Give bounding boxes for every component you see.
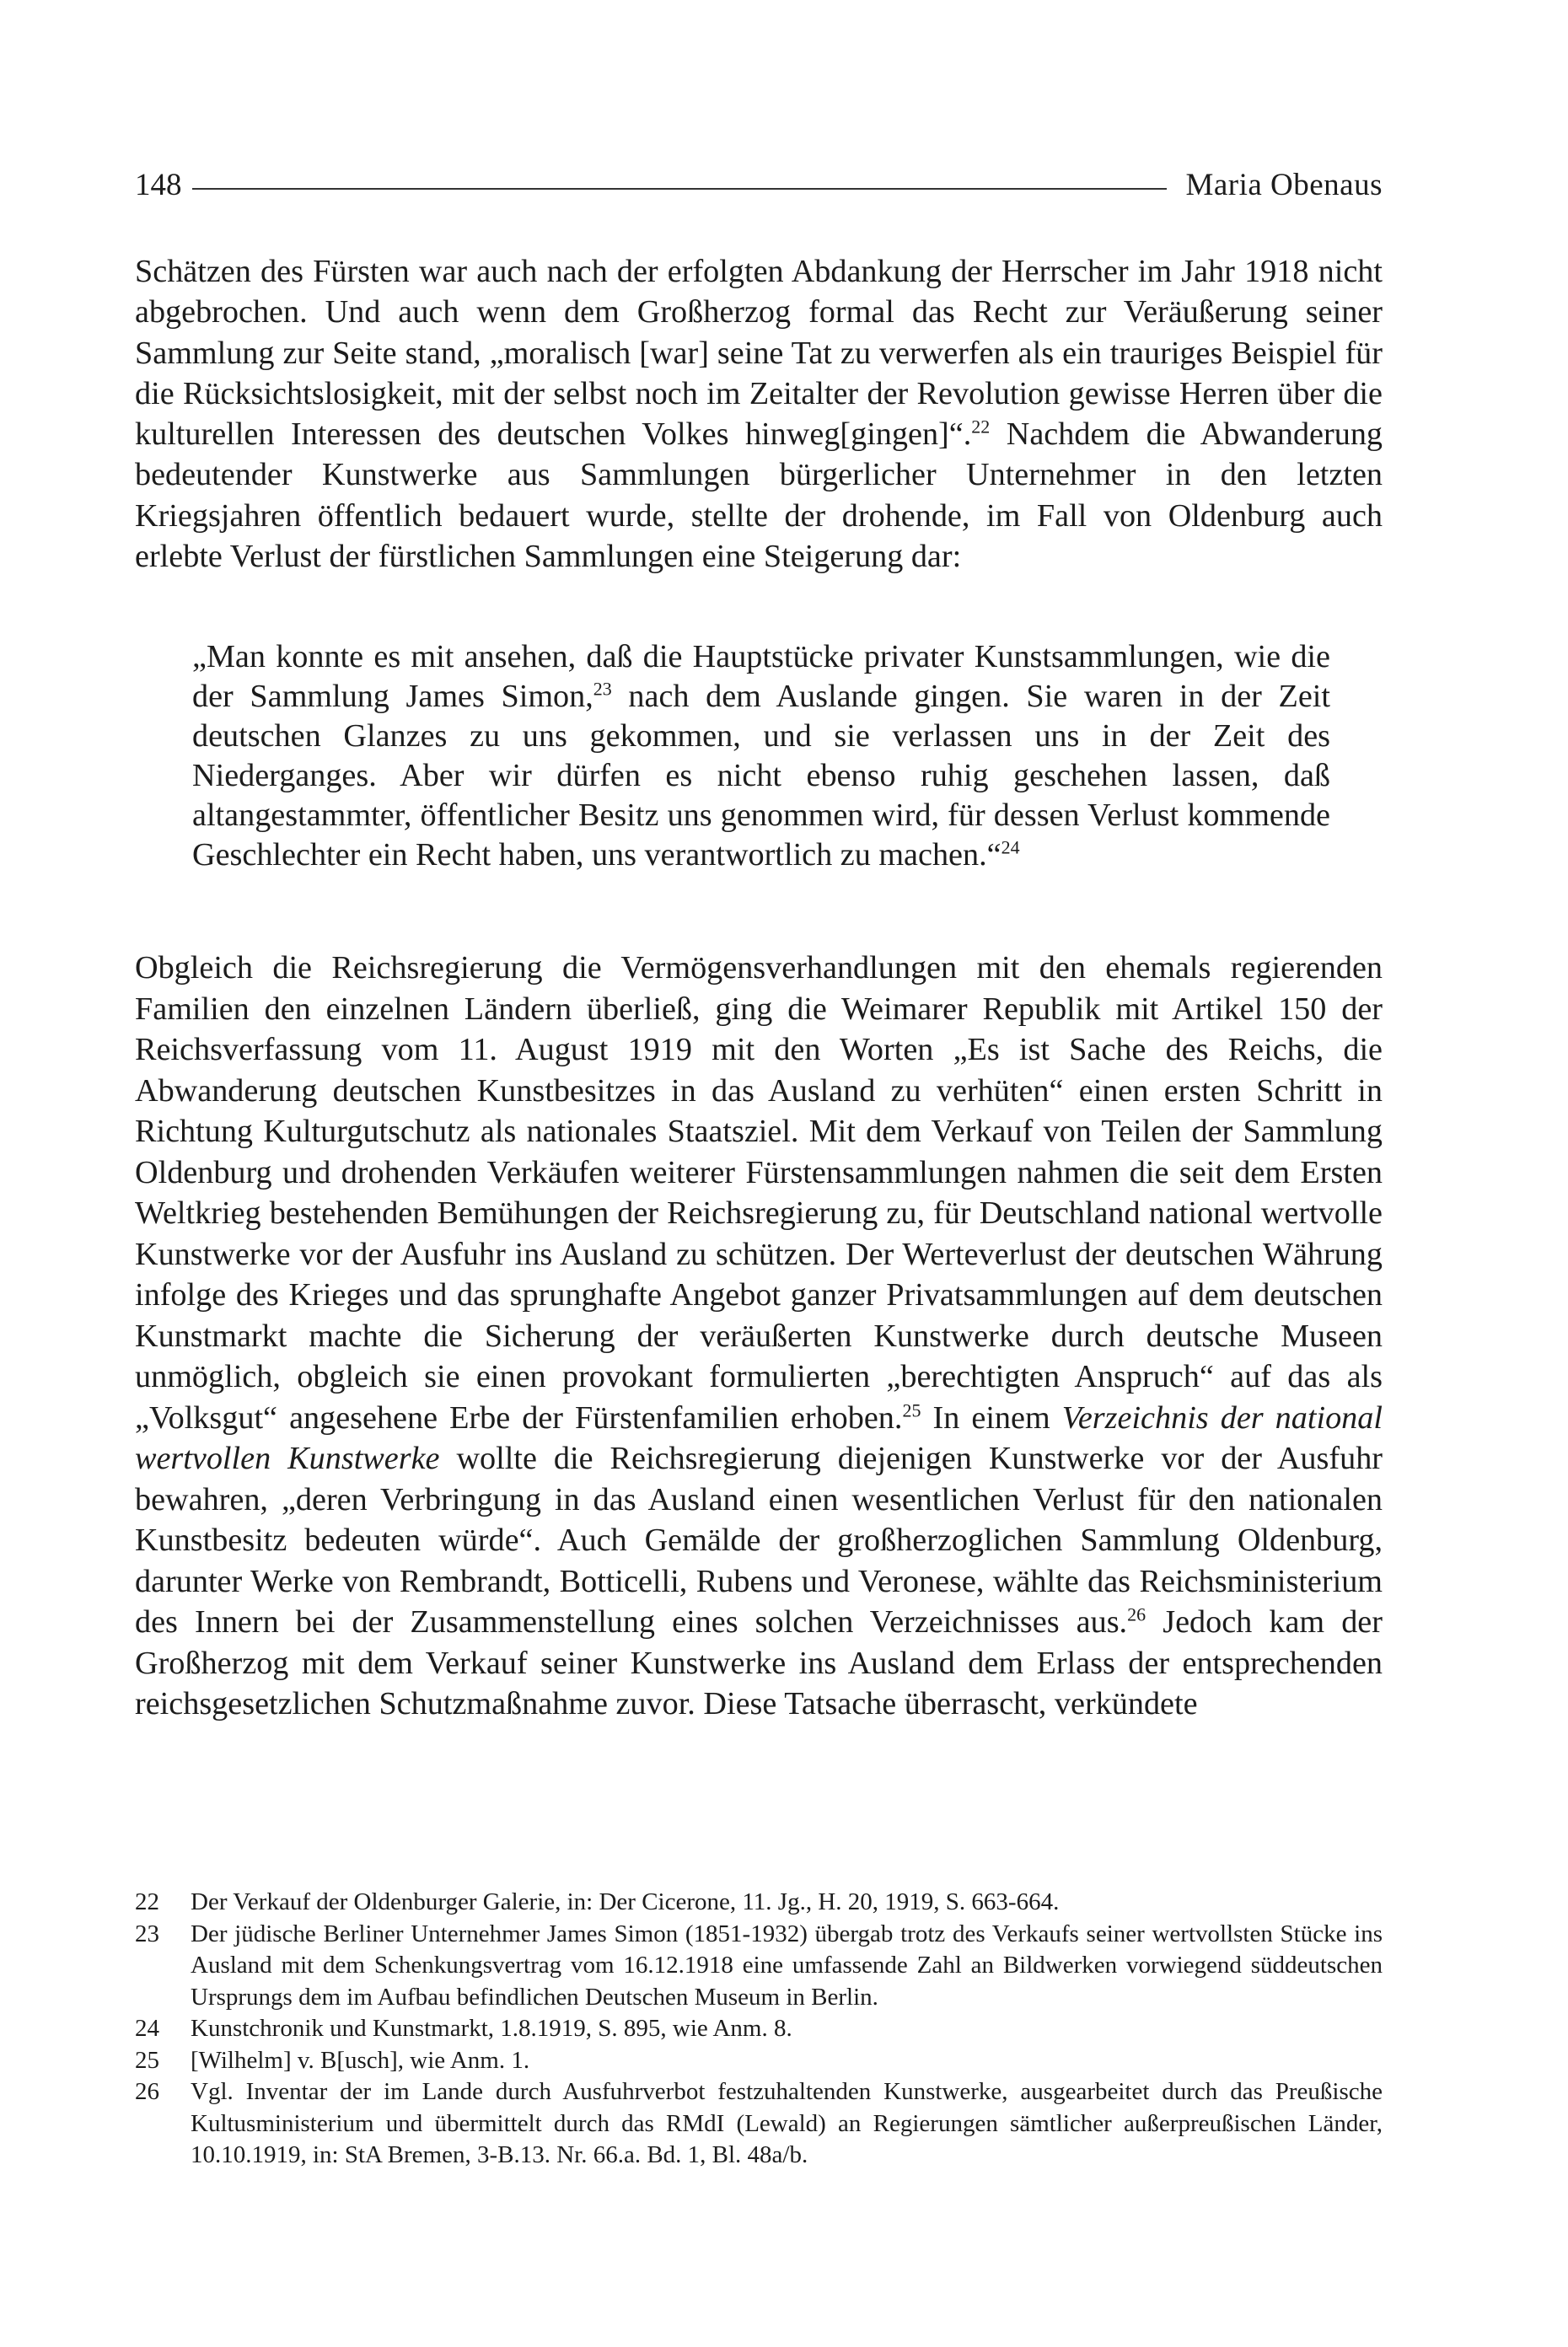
paragraph-1-text-a: Schätzen des Fürsten war auch nach der erfolgten Abdankung der Herrscher im Jahr 1918 nicht abgebrochen. Und auch wenn dem Großherzog formal das Recht zur Veräußerung seiner Sammlung zur Seite stand, „moralisch [war] seine Tat zu verwerfen als ein trauriges Beispiel für die Rücksichtslosigkeit, mit der selbst noch im Zeitalter der Revolution gewisse Herren über die kulturellen Interessen des deutschen Volkes hinweg[gingen]“.	[135, 254, 1383, 453]
italic-title: Verzeichnis der national wertvollen Kunstwerke	[135, 1399, 1383, 1476]
paragraph-2-text-b: In einem	[921, 1399, 1062, 1436]
footnote	[135, 2045, 1383, 2077]
footnote	[135, 1887, 1383, 1919]
footnote-ref-26[interactable]: 26	[1127, 1603, 1146, 1625]
paragraph-2-text-c: wollte die Reichsregierung diejenigen Kunstwerke vor der Ausfuhr bewahren, „deren Verbringung in das Ausland einen wesentlichen Verlust für den nationalen Kunstbesitz bedeuten würde“. Auch Gemälde der großherzoglichen Sammlung Oldenburg, darunter Werke von Rembrandt, Botticelli, Rubens und Veronese, wählte das Reichsministerium des Innern bei der Zusammenstellung eines solchen Verzeichnisses aus.	[135, 1441, 1383, 1640]
running-head-author: Maria Obenaus	[1185, 168, 1383, 202]
footnote-ref-25[interactable]: 25	[902, 1399, 921, 1421]
footnote-number: 23	[135, 1920, 159, 1947]
footnote-number: 24	[135, 2015, 159, 2042]
footnote-number: 25	[135, 2046, 159, 2074]
footnote-ref-23[interactable]: 23	[593, 678, 612, 700]
block-quote	[192, 637, 1330, 875]
footnote-ref-24[interactable]: 24	[1001, 836, 1020, 858]
footnote-number: 22	[135, 1888, 159, 1915]
footnote-text: Der jüdische Berliner Unternehmer James Simon (1851-1932) übergab trotz des Verkaufs seiner wertvollsten Stücke ins Ausland mit dem Schenkungsvertrag vom 16.12.1918 eine umfassende Zahl an Bildwerken vorwiegend süddeutschen Ursprungs dem im Aufbau befindlichen Deutschen Museum in Berlin.	[191, 1920, 1383, 2011]
page-number: 148	[135, 168, 182, 202]
paragraph-1	[135, 251, 1383, 577]
footnote-number: 26	[135, 2078, 159, 2105]
footnote-text: Kunstchronik und Kunstmarkt, 1.8.1919, S. 895, wie Anm. 8.	[191, 2015, 792, 2042]
paragraph-1-text-b: Nachdem die Abwanderung bedeutender Kunstwerke aus Sammlungen bürgerlicher Unternehmer in den letzten Kriegsjahren öffentlich bedauert wurde, stellte der drohende, im Fall von Oldenburg auch erlebte Verlust der fürstlichen Sammlungen eine Steigerung dar:	[135, 416, 1383, 575]
quote-text-a: „Man konnte es mit ansehen, daß die Hauptstücke privater Kunstsammlungen, wie die der Sammlung James Simon,	[192, 639, 1330, 714]
paragraph-2-text-a: Obgleich die Reichsregierung die Vermögensverhandlungen mit den ehemals regierenden Familien den einzelnen Ländern überließ, ging die Weimarer Republik mit Artikel 150 der Reichsverfassung vom 11. August 1919 mit den Worten „Es ist Sache des Reichs, die Abwanderung deutschen Kunstbesitzes in das Ausland zu verhüten“ einen ersten Schritt in Richtung Kulturgutschutz als nationales Staatsziel. Mit dem Verkauf von Teilen der Sammlung Oldenburg und drohenden Verkäufen weiterer Fürstensammlungen nahmen die seit dem Ersten Weltkrieg bestehenden Bemühungen der Reichsregierung zu, für Deutschland national wertvolle Kunstwerke vor der Ausfuhr ins Ausland zu schützen. Der Werteverlust der deutschen Währung infolge des Krieges und das sprunghafte Angebot ganzer Privatsammlungen auf dem deutschen Kunstmarkt machte die Sicherung der veräußerten Kunstwerke durch deutsche Museen unmöglich, obgleich sie einen provokant formulierten „berechtigten Anspruch“ auf das als „Volksgut“ angesehene Erbe der Fürstenfamilien erhoben.	[135, 950, 1383, 1436]
footnote	[135, 1919, 1383, 2014]
header-rule	[192, 188, 1168, 190]
footnote-text: Vgl. Inventar der im Lande durch Ausfuhrverbot festzuhaltenden Kunstwerke, ausgearbeitet durch das Preußische Kultusministerium und übermittelt durch das RMdI (Lewald) an Regierungen sämtlicher außerpreußischen Länder, 10.10.1919, in: StA Bremen, 3-B.13. Nr. 66.a. Bd. 1, Bl. 48a/b.	[191, 2078, 1383, 2168]
footnote	[135, 2076, 1383, 2172]
quote-text-b: nach dem Auslande gingen. Sie waren in der Zeit deutschen Glanzes zu uns gekommen, und sie verlassen uns in der Zeit des Niederganges. Aber wir dürfen es nicht ebenso ruhig geschehen lassen, daß altangestammter, öffentlicher Besitz uns genommen wird, für dessen Verlust kommende Geschlechter ein Recht haben, uns verantwortlich zu machen.“	[192, 679, 1331, 873]
running-header	[135, 150, 1383, 201]
paragraph-2	[135, 948, 1383, 1725]
footnotes	[135, 1887, 1383, 2172]
paragraph-2-text-d: Jedoch kam der Großherzog mit dem Verkauf seiner Kunstwerke ins Ausland dem Erlass der entsprechenden reichsgesetzlichen Schutzmaßnahme zuvor. Diese Tatsache überrascht, verkündete	[135, 1604, 1383, 1721]
footnote	[135, 2013, 1383, 2045]
footnote-ref-22[interactable]: 22	[971, 416, 991, 438]
footnote-text: Der Verkauf der Oldenburger Galerie, in: Der Cicerone, 11. Jg., H. 20, 1919, S. 663-664.	[191, 1888, 1060, 1915]
footnote-text: [Wilhelm] v. B[usch], wie Anm. 1.	[191, 2046, 530, 2074]
